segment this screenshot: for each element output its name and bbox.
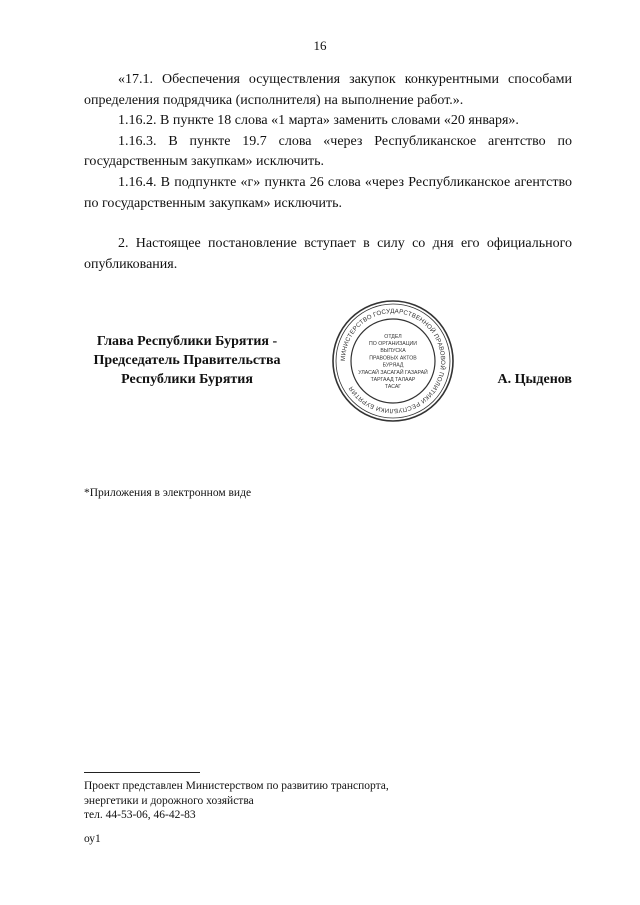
paragraph: 1.16.4. В подпункте «г» пункта 26 слова «через Республиканское агентство по государственным закупкам» исключить. [84,174,572,211]
signature-name: А. Цыденов [497,372,572,387]
attachments-note: *Приложения в электронном виде [84,487,252,499]
footer-code: оу1 [84,832,101,845]
page-number: 16 [313,38,327,53]
signature-title-line: Республики Бурятия [121,372,253,387]
svg-text:ОТДЕЛ: ОТДЕЛ [384,333,402,340]
footer-line: Проект представлен Министерством по развитию транспорта, [84,780,389,792]
svg-text:УЛАСАЙ ЗАСАГАЙ ГАЗАРАЙ: УЛАСАЙ ЗАСАГАЙ ГАЗАРАЙ [358,369,428,376]
paragraph: 2. Настоящее постановление вступает в силу со дня его официального опубликования. [84,236,572,272]
svg-text:ТАСАГ: ТАСАГ [384,384,402,391]
footer-rule [84,772,200,773]
document-body [84,70,572,275]
footer-line: энергетики и дорожного хозяйства [84,794,254,807]
svg-text:ВЫПУСКА: ВЫПУСКА [380,348,406,355]
footer [84,772,504,845]
paragraph: «17.1. Обеспечения осуществления закупок конкурентными способами определения подрядчика (исполнителя) на выполнение работ.». [84,72,572,108]
signature-title [84,332,290,389]
svg-text:ТАРГААД ТАЛААР: ТАРГААД ТАЛААР [370,377,416,383]
svg-text:БУРЯАД: БУРЯАД [382,362,404,369]
paragraph: 1.16.2. В пункте 18 слова «1 марта» заменить словами «20 января». [118,113,519,129]
signature-title-line: Председатель Правительства [93,353,281,368]
svg-text:ПРАВОВЫХ АКТОВ: ПРАВОВЫХ АКТОВ [369,355,417,362]
footer-text [84,779,504,823]
official-seal-stamp [330,298,456,424]
svg-text:ПО ОРГАНИЗАЦИИ: ПО ОРГАНИЗАЦИИ [369,341,417,347]
footer-line: тел. 44-53-06, 46-42-83 [84,809,196,821]
svg-text:МИНИСТЕРСТВО ГОСУДАРСТВЕННОЙ П: МИНИСТЕРСТВО ГОСУДАРСТВЕННОЙ ПРАВОВОЙ ПОЛИТИКИ РЕСПУБЛИКИ БУРЯТИЯ [339,307,447,415]
signature-title-line: Глава Республики Бурятия - [96,334,278,349]
paragraph: 1.16.3. В пункте 19.7 слова «через Республиканское агентство по государственным закупкам» исключить. [84,133,572,170]
